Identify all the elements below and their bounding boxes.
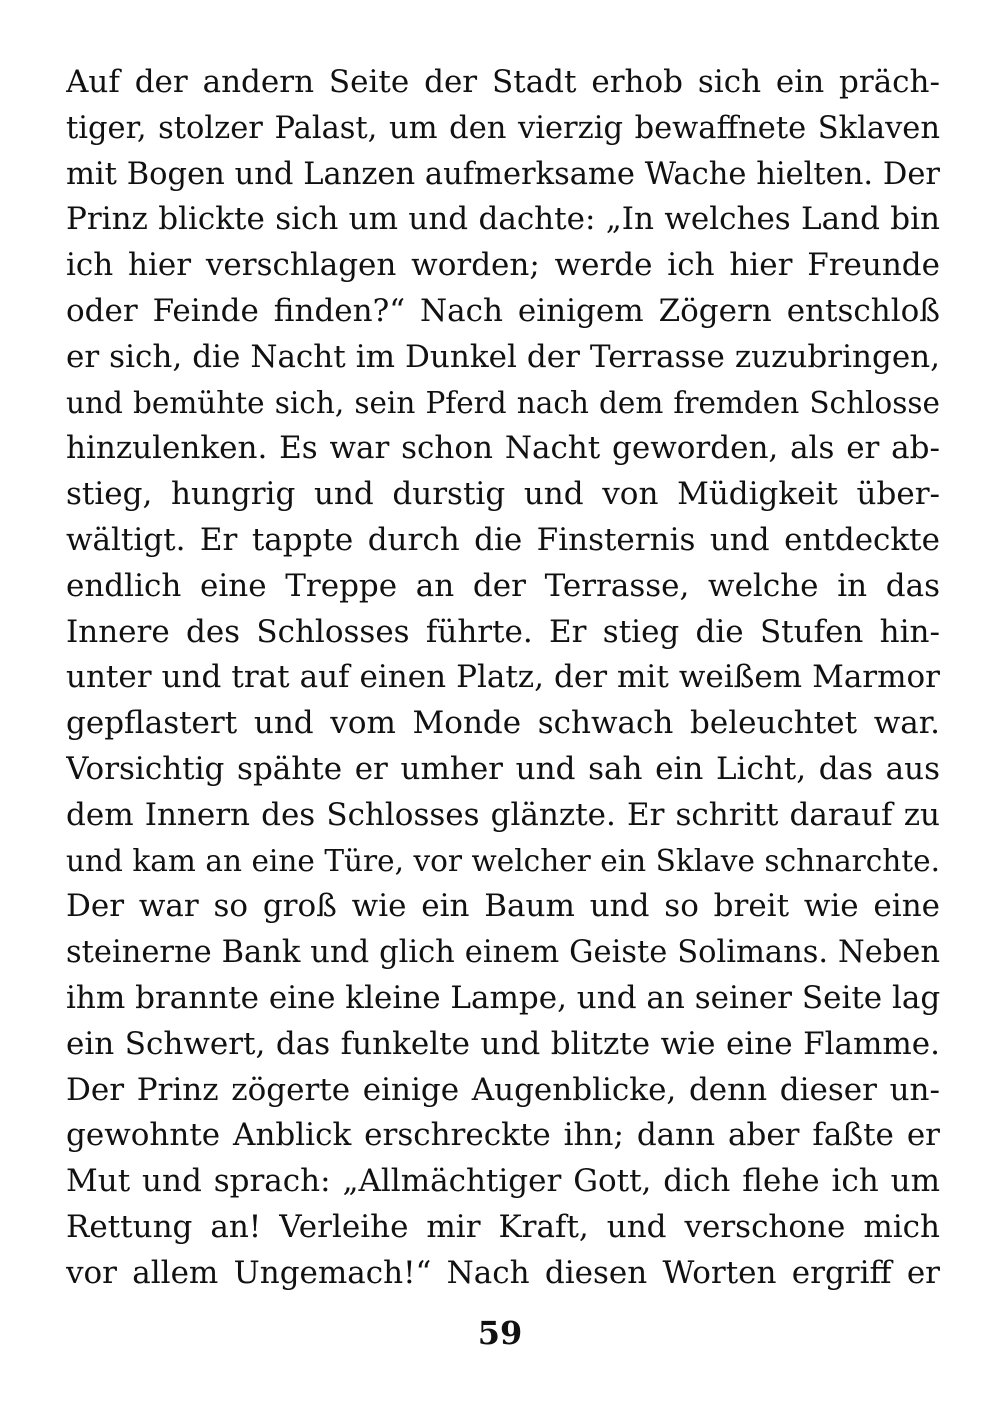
text-line: endlich eine Treppe an der Terrasse, welche in das xyxy=(66,567,940,604)
text-line: oder Feinde finden?“ Nach einigem Zögern entschloß xyxy=(66,292,940,329)
text-line: vor allem Ungemach!“ Nach diesen Worten ergriff er xyxy=(66,1254,940,1291)
text-line: wältigt. Er tappte durch die Finsternis und entdeckte xyxy=(66,521,940,558)
text-line: steinerne Bank und glich einem Geiste Solimans. Neben xyxy=(66,935,940,971)
text-line: mit Bogen und Lanzen aufmerksame Wache hielten. Der xyxy=(66,156,940,192)
text-line: hinzulenken. Es war schon Nacht geworden, als er ab- xyxy=(66,430,940,467)
text-line: Rettung an! Verleihe mir Kraft, und verschone mich xyxy=(66,1208,940,1245)
text-line: ich hier verschlagen worden; werde ich hier Freunde xyxy=(66,247,940,284)
text-line: Vorsichtig spähte er umher und sah ein Licht, das aus xyxy=(66,750,940,787)
text-line: unter und trat auf einen Platz, der mit weißem Marmor xyxy=(66,659,940,696)
text-line: gepflastert und vom Monde schwach beleuchtet war. xyxy=(66,705,940,742)
text-line: ihm brannte eine kleine Lampe, und an seiner Seite lag xyxy=(66,979,940,1016)
body-text xyxy=(66,60,940,1297)
text-line: gewohnte Anblick erschreckte ihn; dann aber faßte er xyxy=(66,1117,940,1154)
page-number: 59 xyxy=(477,1314,523,1352)
text-line: Innere des Schlosses führte. Er stieg die Stufen hin- xyxy=(66,613,940,650)
text-line: stieg, hungrig und durstig und von Müdigkeit über- xyxy=(66,476,940,513)
text-line: tiger, stolzer Palast, um den vierzig bewaffnete Sklaven xyxy=(66,110,940,146)
text-line: Der war so groß wie ein Baum und so breit wie eine xyxy=(66,888,940,925)
text-line: Auf der andern Seite der Stadt erhob sich ein präch- xyxy=(66,64,940,100)
text-line: und kam an eine Türe, vor welcher ein Sklave schnarchte. xyxy=(66,843,940,878)
text-line: ein Schwert, das funkelte und blitzte wie eine Flamme. xyxy=(66,1025,940,1062)
text-line: Prinz blickte sich um und dachte: „In welches Land bin xyxy=(66,201,940,238)
text-line: er sich, die Nacht im Dunkel der Terrasse zuzubringen, xyxy=(66,338,940,375)
text-line: Mut und sprach: „Allmächtiger Gott, dich flehe ich um xyxy=(66,1163,940,1200)
text-line: dem Innern des Schlosses glänzte. Er schritt darauf zu xyxy=(66,796,940,833)
text-line: Der Prinz zögerte einige Augenblicke, denn dieser un- xyxy=(66,1071,940,1108)
text-line: und bemühte sich, sein Pferd nach dem fremden Schlosse xyxy=(66,385,940,420)
